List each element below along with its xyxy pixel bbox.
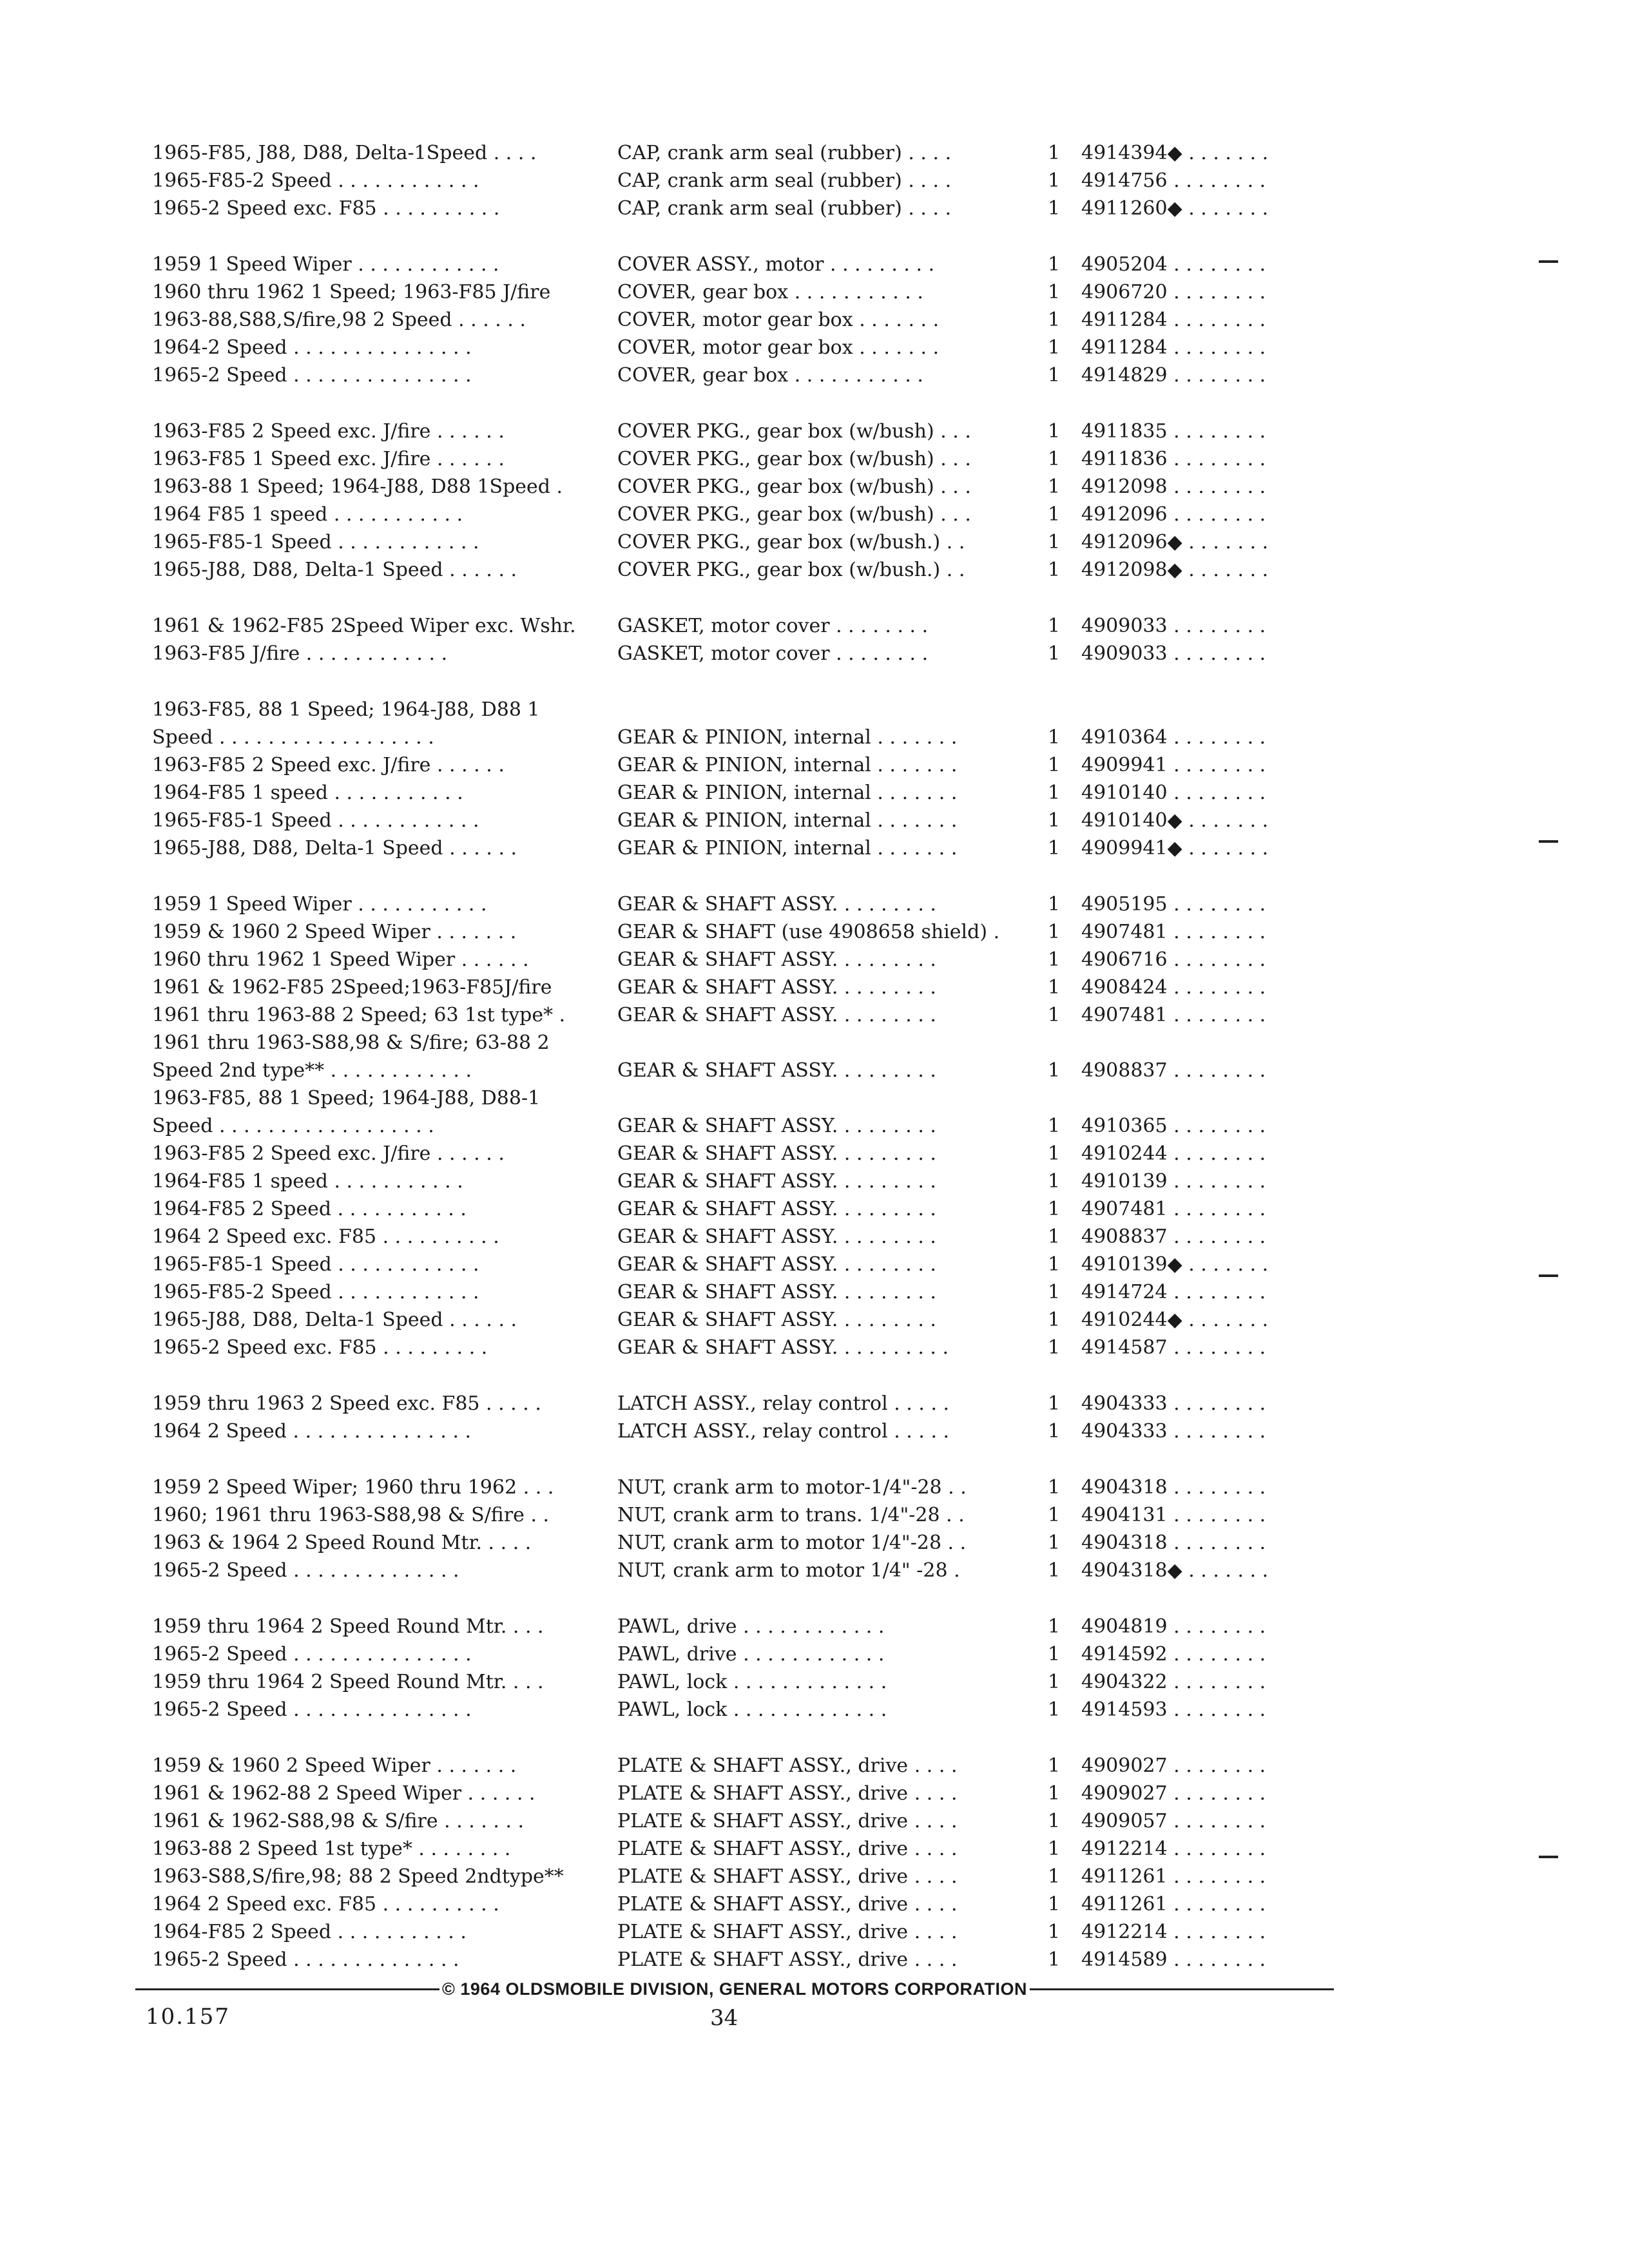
cell-application: 1961 & 1962-F85 2Speed;1963-F85J/fire [152, 976, 552, 999]
parts-row [152, 1640, 1351, 1668]
cell-application: 1965-2 Speed . . . . . . . . . . . . . . . [152, 364, 472, 387]
cell-application: 1961 thru 1963-88 2 Speed; 63 1st type* . [152, 1004, 566, 1026]
cell-part-number: 4904318◆ . . . . . . . [1081, 1559, 1269, 1582]
cell-quantity: 1 [1048, 1782, 1061, 1805]
cell-application: 1960 thru 1962 1 Speed Wiper . . . . . . [152, 948, 529, 971]
parts-row [152, 139, 1351, 167]
cell-part-number: 4912098 . . . . . . . . [1081, 476, 1266, 498]
parts-row [152, 1390, 1351, 1418]
cell-description: COVER PKG., gear box (w/bush) . . . [617, 420, 971, 443]
cell-quantity: 1 [1048, 1504, 1061, 1526]
cell-quantity: 1 [1048, 336, 1061, 359]
parts-row [152, 1001, 1351, 1029]
cell-quantity: 1 [1048, 503, 1061, 526]
cell-application: 1965-2 Speed exc. F85 . . . . . . . . . . [152, 197, 500, 220]
cell-application: 1963-F85 2 Speed exc. J/fire . . . . . . [152, 1142, 505, 1165]
cell-part-number: 4912214 . . . . . . . . [1081, 1838, 1266, 1860]
cell-application: 1964-2 Speed . . . . . . . . . . . . . . . [152, 336, 472, 359]
cell-part-number: 4909033 . . . . . . . . [1081, 615, 1266, 637]
parts-row [152, 167, 1351, 195]
cell-application: 1965-F85-1 Speed . . . . . . . . . . . . [152, 531, 479, 553]
cell-description: COVER, gear box . . . . . . . . . . . [617, 281, 923, 303]
cell-quantity: 1 [1048, 948, 1061, 971]
cell-part-number: 4904333 . . . . . . . . [1081, 1392, 1266, 1415]
cell-part-number: 4909027 . . . . . . . . [1081, 1754, 1266, 1777]
cell-description: CAP, crank arm seal (rubber) . . . . [617, 142, 952, 164]
margin-mark [1539, 1274, 1558, 1277]
cell-quantity: 1 [1048, 1754, 1061, 1777]
parts-row [152, 724, 1351, 751]
cell-description: COVER PKG., gear box (w/bush.) . . [617, 559, 965, 581]
cell-description: GEAR & SHAFT ASSY. . . . . . . . . [617, 1142, 936, 1165]
cell-description: COVER, motor gear box . . . . . . . [617, 309, 940, 331]
cell-part-number: 4904318 . . . . . . . . [1081, 1532, 1266, 1554]
cell-application: 1964-F85 2 Speed . . . . . . . . . . . [152, 1921, 467, 1943]
cell-quantity: 1 [1048, 1170, 1061, 1193]
cell-description: NUT, crank arm to motor-1/4"-28 . . [617, 1476, 967, 1499]
parts-row [152, 890, 1351, 918]
page-number: 34 [710, 2005, 738, 2031]
parts-group-gear-shaft [152, 890, 1351, 1361]
cell-description: GEAR & PINION, internal . . . . . . . [617, 754, 958, 776]
cell-quantity: 1 [1048, 754, 1061, 776]
cell-description: LATCH ASSY., relay control . . . . . [617, 1392, 950, 1415]
cell-part-number: 4905195 . . . . . . . . [1081, 893, 1266, 916]
cell-part-number: 4910139 . . . . . . . . [1081, 1170, 1266, 1193]
cell-part-number: 4904131 . . . . . . . . [1081, 1504, 1266, 1526]
cell-part-number: 4914592 . . . . . . . . [1081, 1643, 1266, 1666]
footer-copyright-line [135, 1979, 1334, 1999]
cell-description: COVER PKG., gear box (w/bush) . . . [617, 476, 971, 498]
cell-application: 1965-2 Speed . . . . . . . . . . . . . . [152, 1948, 459, 1971]
cell-part-number: 4909033 . . . . . . . . [1081, 642, 1266, 665]
parts-row [152, 1195, 1351, 1223]
cell-description: GEAR & SHAFT (use 4908658 shield) . [617, 921, 1000, 943]
parts-group-gasket [152, 612, 1351, 668]
cell-application: 1964-F85 2 Speed . . . . . . . . . . . [152, 1198, 467, 1220]
cell-application: 1963 & 1964 2 Speed Round Mtr. . . . . [152, 1532, 532, 1554]
parts-row [152, 556, 1351, 584]
cell-part-number: 4904322 . . . . . . . . [1081, 1671, 1266, 1693]
cell-description: GEAR & SHAFT ASSY. . . . . . . . . [617, 1309, 936, 1331]
cell-quantity: 1 [1048, 1559, 1061, 1582]
cell-quantity: 1 [1048, 1615, 1061, 1638]
cell-quantity: 1 [1048, 782, 1061, 804]
cell-part-number: 4909941◆ . . . . . . . [1081, 837, 1269, 860]
cell-description: COVER PKG., gear box (w/bush) . . . [617, 448, 971, 470]
cell-application: 1965-2 Speed . . . . . . . . . . . . . . . [152, 1698, 472, 1721]
cell-application: 1963-F85 2 Speed exc. J/fire . . . . . . [152, 754, 505, 776]
cell-quantity: 1 [1048, 726, 1061, 749]
parts-row [152, 1306, 1351, 1334]
cell-description: GEAR & SHAFT ASSY. . . . . . . . . [617, 1170, 936, 1193]
parts-row [152, 1140, 1351, 1168]
cell-part-number: 4911284 . . . . . . . . [1081, 309, 1266, 331]
cell-quantity: 1 [1048, 976, 1061, 999]
footer-rule-right [1030, 1988, 1334, 1990]
cell-application: 1960; 1961 thru 1963-S88,98 & S/fire . . [152, 1504, 550, 1526]
cell-part-number: 4910140◆ . . . . . . . [1081, 809, 1269, 832]
cell-quantity: 1 [1048, 1698, 1061, 1721]
parts-row [152, 1668, 1351, 1696]
parts-row [152, 1613, 1351, 1640]
cell-quantity: 1 [1048, 309, 1061, 331]
parts-row [152, 1863, 1351, 1890]
cell-quantity: 1 [1048, 169, 1061, 192]
cell-description: CAP, crank arm seal (rubber) . . . . [617, 197, 952, 220]
cell-application: 1965-F85-2 Speed . . . . . . . . . . . . [152, 169, 479, 192]
cell-description: GASKET, motor cover . . . . . . . . [617, 615, 929, 637]
cell-quantity: 1 [1048, 921, 1061, 943]
cell-part-number: 4904819 . . . . . . . . [1081, 1615, 1266, 1638]
parts-row [152, 974, 1351, 1001]
parts-row [152, 445, 1351, 473]
footer-rule-left [135, 1988, 439, 1990]
cell-application: 1963-S88,S/fire,98; 88 2 Speed 2ndtype** [152, 1865, 564, 1888]
cell-application: 1965-2 Speed . . . . . . . . . . . . . . . [152, 1643, 472, 1666]
cell-description: PLATE & SHAFT ASSY., drive . . . . [617, 1754, 958, 1777]
parts-group-cap [152, 139, 1351, 222]
cell-quantity: 1 [1048, 893, 1061, 916]
margin-mark [1539, 1856, 1558, 1858]
cell-quantity: 1 [1048, 1532, 1061, 1554]
cell-quantity: 1 [1048, 1198, 1061, 1220]
parts-group-latch [152, 1390, 1351, 1445]
parts-row [152, 1168, 1351, 1195]
cell-part-number: 4912214 . . . . . . . . [1081, 1921, 1266, 1943]
cell-quantity: 1 [1048, 642, 1061, 665]
parts-row [152, 946, 1351, 974]
cell-application: 1963-88,S88,S/fire,98 2 Speed . . . . . . [152, 309, 526, 331]
cell-description: GEAR & PINION, internal . . . . . . . [617, 726, 958, 749]
cell-description: PLATE & SHAFT ASSY., drive . . . . [617, 1782, 958, 1805]
cell-part-number: 4906716 . . . . . . . . [1081, 948, 1266, 971]
cell-part-number: 4908424 . . . . . . . . [1081, 976, 1266, 999]
cell-quantity: 1 [1048, 837, 1061, 860]
cell-part-number: 4914756 . . . . . . . . [1081, 169, 1266, 192]
parts-row [152, 1890, 1351, 1918]
cell-description: GEAR & SHAFT ASSY. . . . . . . . . [617, 1198, 936, 1220]
cell-application: 1965-J88, D88, Delta-1 Speed . . . . . . [152, 1309, 517, 1331]
cell-quantity: 1 [1048, 1838, 1061, 1860]
cell-part-number: 4910244 . . . . . . . . [1081, 1142, 1266, 1165]
cell-application: 1961 & 1962-S88,98 & S/fire . . . . . . . [152, 1810, 525, 1832]
parts-row [152, 1918, 1351, 1946]
cell-part-number: 4910244◆ . . . . . . . [1081, 1309, 1269, 1331]
cell-quantity: 1 [1048, 1253, 1061, 1276]
copyright-notice: © 1964 OLDSMOBILE DIVISION, GENERAL MOTORS CORPORATION [442, 1979, 1028, 1999]
cell-application: 1963-F85, 88 1 Speed; 1964-J88, D88 1 [152, 698, 540, 721]
cell-part-number: 4905204 . . . . . . . . [1081, 253, 1266, 276]
cell-description: NUT, crank arm to motor 1/4"-28 . . [617, 1532, 967, 1554]
cell-quantity: 1 [1048, 448, 1061, 470]
margin-mark [1539, 260, 1558, 263]
cell-quantity: 1 [1048, 1476, 1061, 1499]
parts-row [152, 1501, 1351, 1529]
cell-application: Speed 2nd type** . . . . . . . . . . . . [152, 1059, 472, 1082]
parts-row [152, 1029, 1351, 1057]
cell-application: 1960 thru 1962 1 Speed; 1963-F85 J/fire [152, 281, 551, 303]
parts-catalog [152, 139, 1351, 2002]
cell-application: 1965-2 Speed . . . . . . . . . . . . . . [152, 1559, 459, 1582]
cell-application: 1963-F85 2 Speed exc. J/fire . . . . . . [152, 420, 505, 443]
parts-row [152, 528, 1351, 556]
parts-row [152, 1057, 1351, 1084]
cell-quantity: 1 [1048, 1309, 1061, 1331]
cell-application: 1964-F85 1 speed . . . . . . . . . . . [152, 782, 463, 804]
parts-row [152, 1529, 1351, 1557]
cell-application: 1959 2 Speed Wiper; 1960 thru 1962 . . . [152, 1476, 554, 1499]
cell-description: GEAR & PINION, internal . . . . . . . [617, 782, 958, 804]
cell-part-number: 4911284 . . . . . . . . [1081, 336, 1266, 359]
parts-row [152, 473, 1351, 501]
cell-quantity: 1 [1048, 1225, 1061, 1248]
cell-application: 1964 F85 1 speed . . . . . . . . . . . [152, 503, 463, 526]
cell-quantity: 1 [1048, 1281, 1061, 1303]
cell-application: 1965-F85-1 Speed . . . . . . . . . . . . [152, 1253, 479, 1276]
cell-part-number: 4911261 . . . . . . . . [1081, 1865, 1266, 1888]
parts-row [152, 640, 1351, 668]
cell-part-number: 4908837 . . . . . . . . [1081, 1059, 1266, 1082]
cell-description: GEAR & SHAFT ASSY. . . . . . . . . [617, 948, 936, 971]
cell-description: GEAR & SHAFT ASSY. . . . . . . . . [617, 1004, 936, 1026]
cell-application: 1964 2 Speed exc. F85 . . . . . . . . . . [152, 1893, 499, 1916]
cell-description: COVER, gear box . . . . . . . . . . . [617, 364, 923, 387]
cell-description: PAWL, lock . . . . . . . . . . . . . [617, 1698, 887, 1721]
cell-part-number: 4914589 . . . . . . . . [1081, 1948, 1266, 1971]
cell-application: Speed . . . . . . . . . . . . . . . . . . [152, 1115, 434, 1137]
parts-row [152, 1474, 1351, 1501]
cell-part-number: 4911261 . . . . . . . . [1081, 1893, 1266, 1916]
cell-quantity: 1 [1048, 1004, 1061, 1026]
cell-application: 1963-88 1 Speed; 1964-J88, D88 1Speed . [152, 476, 563, 498]
cell-description: PLATE & SHAFT ASSY., drive . . . . [617, 1838, 958, 1860]
cell-part-number: 4911836 . . . . . . . . [1081, 448, 1266, 470]
cell-application: 1965-J88, D88, Delta-1 Speed . . . . . . [152, 559, 517, 581]
cell-part-number: 4910140 . . . . . . . . [1081, 782, 1266, 804]
cell-part-number: 4914829 . . . . . . . . [1081, 364, 1266, 387]
cell-application: 1965-F85-2 Speed . . . . . . . . . . . . [152, 1281, 479, 1303]
cell-application: 1959 & 1960 2 Speed Wiper . . . . . . . [152, 1754, 517, 1777]
cell-quantity: 1 [1048, 476, 1061, 498]
cell-part-number: 4909027 . . . . . . . . [1081, 1782, 1266, 1805]
cell-description: GASKET, motor cover . . . . . . . . [617, 642, 929, 665]
parts-row [152, 807, 1351, 834]
cell-application: 1965-J88, D88, Delta-1 Speed . . . . . . [152, 837, 517, 860]
cell-application: 1964-F85 1 speed . . . . . . . . . . . [152, 1170, 463, 1193]
parts-row [152, 418, 1351, 445]
cell-part-number: 4907481 . . . . . . . . [1081, 1004, 1266, 1026]
cell-quantity: 1 [1048, 142, 1061, 164]
parts-row [152, 195, 1351, 222]
cell-quantity: 1 [1048, 281, 1061, 303]
parts-row [152, 1807, 1351, 1835]
cell-description: COVER ASSY., motor . . . . . . . . . [617, 253, 935, 276]
parts-group-gear-pinion [152, 696, 1351, 862]
cell-quantity: 1 [1048, 1810, 1061, 1832]
cell-application: 1965-2 Speed exc. F85 . . . . . . . . . [152, 1336, 488, 1359]
cell-part-number: 4912096◆ . . . . . . . [1081, 531, 1269, 553]
cell-description: GEAR & PINION, internal . . . . . . . [617, 837, 958, 860]
cell-part-number: 4912096 . . . . . . . . [1081, 503, 1266, 526]
cell-description: COVER, motor gear box . . . . . . . [617, 336, 940, 359]
cell-description: GEAR & SHAFT ASSY. . . . . . . . . [617, 1253, 936, 1276]
cell-quantity: 1 [1048, 615, 1061, 637]
parts-group-nut [152, 1474, 1351, 1584]
parts-row [152, 834, 1351, 862]
parts-row [152, 1946, 1351, 1974]
parts-row [152, 918, 1351, 946]
cell-application: 1959 thru 1963 2 Speed exc. F85 . . . . . [152, 1392, 541, 1415]
cell-description: GEAR & PINION, internal . . . . . . . [617, 809, 958, 832]
cell-quantity: 1 [1048, 1643, 1061, 1666]
cell-description: GEAR & SHAFT ASSY. . . . . . . . . [617, 1115, 936, 1137]
cell-application: 1965-F85, J88, D88, Delta-1Speed . . . . [152, 142, 537, 164]
cell-quantity: 1 [1048, 197, 1061, 220]
cell-application: 1964 2 Speed . . . . . . . . . . . . . . . [152, 1420, 472, 1443]
cell-quantity: 1 [1048, 1392, 1061, 1415]
cell-description: NUT, crank arm to motor 1/4" -28 . [617, 1559, 960, 1582]
cell-description: GEAR & SHAFT ASSY. . . . . . . . . [617, 893, 936, 916]
cell-application: 1961 & 1962-F85 2Speed Wiper exc. Wshr. [152, 615, 576, 637]
cell-application: 1959 & 1960 2 Speed Wiper . . . . . . . [152, 921, 517, 943]
parts-row [152, 1780, 1351, 1807]
parts-row [152, 779, 1351, 807]
cell-description: NUT, crank arm to trans. 1/4"-28 . . [617, 1504, 965, 1526]
cell-part-number: 4906720 . . . . . . . . [1081, 281, 1266, 303]
cell-quantity: 1 [1048, 1948, 1061, 1971]
document-number: 10.157 [146, 2004, 230, 2030]
parts-group-pawl [152, 1613, 1351, 1724]
parts-row [152, 751, 1351, 779]
parts-row [152, 1696, 1351, 1724]
cell-quantity: 1 [1048, 1865, 1061, 1888]
parts-row [152, 1223, 1351, 1251]
parts-row [152, 1835, 1351, 1863]
cell-part-number: 4904333 . . . . . . . . [1081, 1420, 1266, 1443]
parts-row [152, 306, 1351, 334]
cell-quantity: 1 [1048, 809, 1061, 832]
cell-description: PAWL, drive . . . . . . . . . . . . [617, 1615, 885, 1638]
cell-quantity: 1 [1048, 1336, 1061, 1359]
cell-application: 1963-F85 J/fire . . . . . . . . . . . . [152, 642, 448, 665]
cell-part-number: 4910365 . . . . . . . . [1081, 1115, 1266, 1137]
cell-quantity: 1 [1048, 1059, 1061, 1082]
cell-quantity: 1 [1048, 531, 1061, 553]
parts-row [152, 361, 1351, 389]
cell-quantity: 1 [1048, 559, 1061, 581]
parts-group-plate-shaft [152, 1752, 1351, 1974]
parts-row [152, 1557, 1351, 1584]
parts-row [152, 1112, 1351, 1140]
cell-description: LATCH ASSY., relay control . . . . . [617, 1420, 950, 1443]
cell-quantity: 1 [1048, 1142, 1061, 1165]
cell-part-number: 4904318 . . . . . . . . [1081, 1476, 1266, 1499]
cell-application: 1959 1 Speed Wiper . . . . . . . . . . . . [152, 253, 499, 276]
cell-description: COVER PKG., gear box (w/bush.) . . [617, 531, 965, 553]
cell-application: 1959 thru 1964 2 Speed Round Mtr. . . . [152, 1615, 544, 1638]
cell-part-number: 4910364 . . . . . . . . [1081, 726, 1266, 749]
cell-description: PLATE & SHAFT ASSY., drive . . . . [617, 1893, 958, 1916]
cell-part-number: 4907481 . . . . . . . . [1081, 921, 1266, 943]
cell-application: 1959 thru 1964 2 Speed Round Mtr. . . . [152, 1671, 544, 1693]
parts-row [152, 501, 1351, 528]
cell-application: 1961 thru 1963-S88,98 & S/fire; 63-88 2 [152, 1032, 550, 1054]
cell-part-number: 4911260◆ . . . . . . . [1081, 197, 1269, 220]
cell-description: COVER PKG., gear box (w/bush) . . . [617, 503, 971, 526]
cell-application: 1963-F85 1 Speed exc. J/fire . . . . . . [152, 448, 505, 470]
cell-description: PAWL, drive . . . . . . . . . . . . [617, 1643, 885, 1666]
cell-part-number: 4911835 . . . . . . . . [1081, 420, 1266, 443]
cell-description: PLATE & SHAFT ASSY., drive . . . . [617, 1948, 958, 1971]
parts-row [152, 1251, 1351, 1278]
cell-application: 1963-88 2 Speed 1st type* . . . . . . . . [152, 1838, 511, 1860]
cell-application: 1959 1 Speed Wiper . . . . . . . . . . . [152, 893, 487, 916]
cell-description: PLATE & SHAFT ASSY., drive . . . . [617, 1810, 958, 1832]
cell-quantity: 1 [1048, 1921, 1061, 1943]
parts-group-cover-pkg [152, 418, 1351, 584]
cell-part-number: 4914394◆ . . . . . . . [1081, 142, 1269, 164]
cell-description: CAP, crank arm seal (rubber) . . . . [617, 169, 952, 192]
cell-quantity: 1 [1048, 1420, 1061, 1443]
cell-quantity: 1 [1048, 1893, 1061, 1916]
cell-quantity: 1 [1048, 420, 1061, 443]
cell-description: GEAR & SHAFT ASSY. . . . . . . . . . [617, 1336, 949, 1359]
cell-description: GEAR & SHAFT ASSY. . . . . . . . . [617, 1059, 936, 1082]
parts-row [152, 1752, 1351, 1780]
parts-row [152, 1418, 1351, 1445]
parts-row [152, 1334, 1351, 1361]
cell-application: 1963-F85, 88 1 Speed; 1964-J88, D88-1 [152, 1087, 541, 1110]
cell-part-number: 4908837 . . . . . . . . [1081, 1225, 1266, 1248]
cell-part-number: 4912098◆ . . . . . . . [1081, 559, 1269, 581]
cell-part-number: 4910139◆ . . . . . . . [1081, 1253, 1269, 1276]
cell-part-number: 4914724 . . . . . . . . [1081, 1281, 1266, 1303]
cell-description: GEAR & SHAFT ASSY. . . . . . . . . [617, 1281, 936, 1303]
cell-application: 1964 2 Speed exc. F85 . . . . . . . . . . [152, 1225, 499, 1248]
cell-description: PLATE & SHAFT ASSY., drive . . . . [617, 1865, 958, 1888]
parts-row [152, 334, 1351, 361]
cell-application: Speed . . . . . . . . . . . . . . . . . . [152, 726, 434, 749]
parts-row [152, 612, 1351, 640]
cell-application: 1965-F85-1 Speed . . . . . . . . . . . . [152, 809, 479, 832]
cell-description: PAWL, lock . . . . . . . . . . . . . [617, 1671, 887, 1693]
cell-part-number: 4914587 . . . . . . . . [1081, 1336, 1266, 1359]
parts-group-cover-assy [152, 251, 1351, 389]
cell-part-number: 4909057 . . . . . . . . [1081, 1810, 1266, 1832]
cell-quantity: 1 [1048, 364, 1061, 387]
cell-description: GEAR & SHAFT ASSY. . . . . . . . . [617, 1225, 936, 1248]
cell-description: PLATE & SHAFT ASSY., drive . . . . [617, 1921, 958, 1943]
cell-quantity: 1 [1048, 253, 1061, 276]
parts-row [152, 1278, 1351, 1306]
parts-row [152, 278, 1351, 306]
cell-quantity: 1 [1048, 1671, 1061, 1693]
parts-row [152, 251, 1351, 278]
cell-quantity: 1 [1048, 1115, 1061, 1137]
cell-description: GEAR & SHAFT ASSY. . . . . . . . . [617, 976, 936, 999]
cell-part-number: 4909941 . . . . . . . . [1081, 754, 1266, 776]
margin-mark [1539, 840, 1558, 843]
cell-part-number: 4914593 . . . . . . . . [1081, 1698, 1266, 1721]
parts-row [152, 1084, 1351, 1112]
cell-part-number: 4907481 . . . . . . . . [1081, 1198, 1266, 1220]
parts-row [152, 696, 1351, 724]
cell-application: 1961 & 1962-88 2 Speed Wiper . . . . . . [152, 1782, 535, 1805]
